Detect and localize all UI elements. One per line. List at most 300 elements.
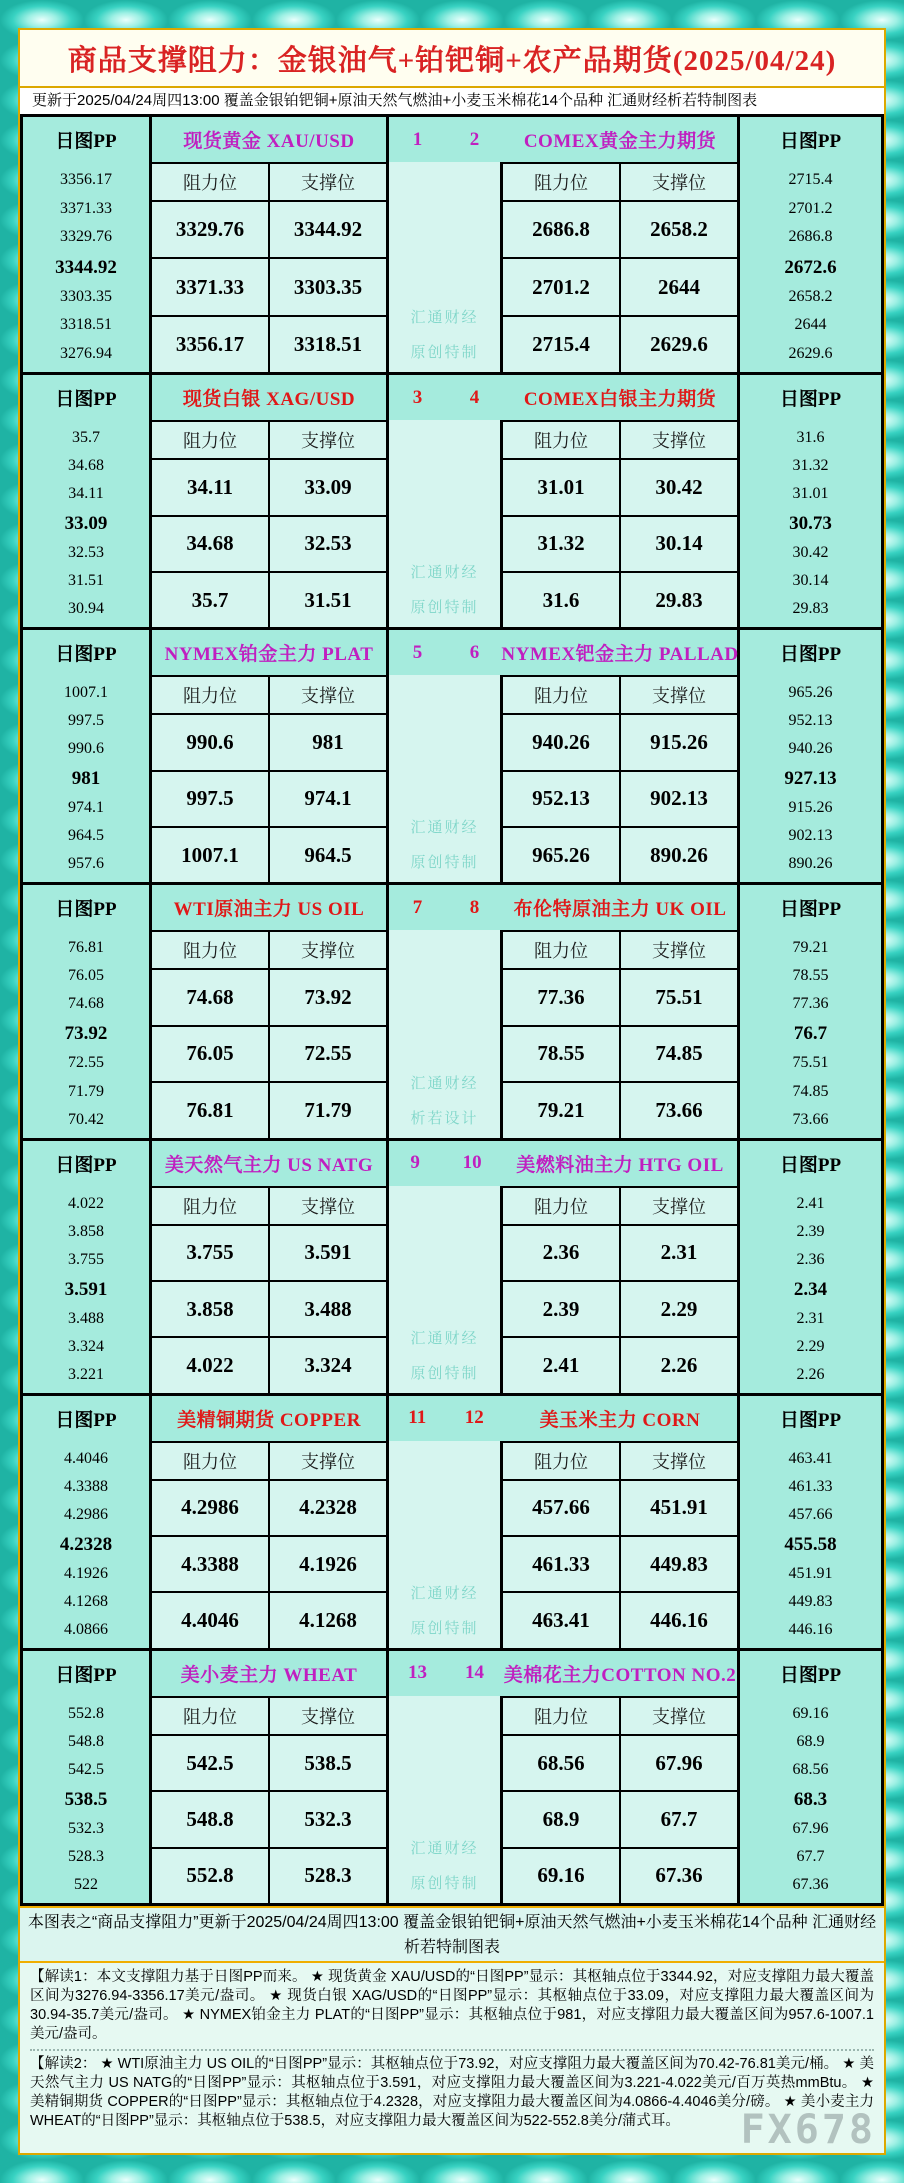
support-value-right: 915.26 — [621, 713, 740, 769]
site-watermark-line: 原创特制 — [410, 599, 479, 617]
pp-header-right: 日图PP — [740, 630, 881, 675]
pp-value-left: 522 — [74, 1875, 98, 1893]
resistance-value-right: 79.21 — [503, 1081, 621, 1137]
pp-values-right — [740, 930, 881, 1137]
instrument-title-left: WTI原油主力 US OIL — [152, 885, 389, 930]
chart-content — [18, 28, 886, 2155]
support-value-right: 30.42 — [621, 458, 740, 514]
middle-column — [389, 1696, 503, 1903]
middle-column — [389, 675, 503, 882]
interpretation-2: 【解读2： ★ WTI原油主力 US OIL的“日图PP”显示：其枢轴点位于73.92，对应支撑阻力最大覆盖区间为70.42-76.81美元/桶。 ★ 美天然气主力 US NATG的“日图PP”显示：其枢轴点位于3.591，对应支撑阻力最大覆盖区间为3.221-4.022美元/百万英热mmBtu。 ★ 美精铜期货 COPPER的“日图PP”显示：其枢轴点位于4.2328，对应支撑阻力最大覆盖区间为4.0866-4.4046美分/磅。 ★ 美小麦主力 WHEAT的“日图PP”显示：其枢轴点位于538.5，对应支撑阻力最大覆盖区间为522-552.8美分/蒲式耳。 — [30, 2056, 874, 2129]
pp-value-right: 68.9 — [796, 1732, 825, 1750]
pp-header-right: 日图PP — [740, 885, 881, 930]
pp-value-right: 2644 — [794, 316, 827, 334]
pp-value-right: 67.96 — [792, 1819, 829, 1837]
resistance-value-right: 463.41 — [503, 1591, 621, 1647]
pp-value-left: 3318.51 — [60, 316, 112, 334]
pp-value-left: 974.1 — [68, 799, 104, 817]
support-header-left: 支撑位 — [270, 420, 389, 458]
pp-values-right — [740, 1696, 881, 1903]
support-value-left: 538.5 — [270, 1734, 389, 1790]
middle-column — [389, 930, 503, 1137]
instrument-title-left: 现货黄金 XAU/USD — [152, 117, 389, 162]
pp-header-right: 日图PP — [740, 1396, 881, 1441]
pp-header-left: 日图PP — [23, 630, 152, 675]
pp-value-right: 890.26 — [788, 855, 833, 873]
site-watermark — [389, 547, 500, 617]
support-header-left: 支撑位 — [270, 675, 389, 713]
support-header-right: 支撑位 — [621, 420, 740, 458]
pp-header-left: 日图PP — [23, 885, 152, 930]
support-value-right: 2629.6 — [621, 315, 740, 372]
middle-column — [389, 420, 503, 627]
pp-value-right: 2.36 — [796, 1250, 825, 1268]
resistance-value-right: 461.33 — [503, 1535, 621, 1591]
site-watermark-line: 原创特制 — [410, 1874, 479, 1892]
support-value-left: 964.5 — [270, 826, 389, 882]
support-value-right: 75.51 — [621, 968, 740, 1024]
pp-value-left: 4.022 — [68, 1194, 104, 1212]
resistance-value-right: 78.55 — [503, 1025, 621, 1081]
site-watermark-line: 原创特制 — [410, 344, 479, 362]
pp-value-left: 34.68 — [68, 457, 104, 475]
support-value-right: 449.83 — [621, 1535, 740, 1591]
resistance-value-right: 68.9 — [503, 1790, 621, 1846]
pp-value-left: 3.221 — [68, 1365, 104, 1383]
pp-value-right: 68.56 — [792, 1760, 829, 1778]
support-value-right: 67.96 — [621, 1734, 740, 1790]
pivot-value-right: 455.58 — [784, 1533, 837, 1555]
footer-note-box — [20, 1906, 884, 1963]
pp-values-left — [23, 1696, 152, 1903]
interpretation-1: 【解读1：本文支撑阻力基于日图PP而来。 ★ 现货黄金 XAU/USD的“日图PP”显示：其枢轴点位于3344.92，对应支撑阻力最大覆盖区间为3276.94-3356.17美元/盎司。 ★ 现货白银 XAG/USD的“日图PP”显示：其枢轴点位于33.09，对应支撑阻力最大覆盖区间为30.94-35.7美元/盎司。 ★ NYMEX铂金主力 PLAT的“日图PP”显示：其枢轴点位于981，对应支撑阻力最大覆盖区间为957.6-1007.1美元/盎司。 — [30, 1969, 874, 2042]
dotted-separator — [30, 2049, 874, 2051]
site-watermark — [389, 1823, 500, 1893]
pp-value-left: 31.51 — [68, 572, 104, 590]
instrument-title-left: 美精铜期货 COPPER — [152, 1396, 389, 1441]
commodity-block-7 — [23, 1648, 881, 1903]
pp-value-left: 3329.76 — [60, 228, 112, 246]
instrument-title-left: 现货白银 XAG/USD — [152, 375, 389, 420]
resistance-header-left: 阻力位 — [152, 420, 270, 458]
support-header-right: 支撑位 — [621, 1696, 740, 1734]
resistance-value-right: 2.41 — [503, 1336, 621, 1392]
resistance-header-right: 阻力位 — [503, 675, 621, 713]
pp-value-left: 548.8 — [68, 1732, 104, 1750]
pp-value-left: 552.8 — [68, 1704, 104, 1722]
resistance-value-left: 990.6 — [152, 713, 270, 769]
pp-value-left: 4.0866 — [64, 1620, 108, 1638]
pp-value-left: 70.42 — [68, 1110, 104, 1128]
pp-value-right: 31.32 — [792, 457, 829, 475]
commodity-block-5 — [23, 1138, 881, 1393]
pp-values-left — [23, 1441, 152, 1648]
pp-value-right: 31.01 — [792, 485, 829, 503]
support-value-left: 71.79 — [270, 1081, 389, 1137]
site-watermark-line: 汇通财经 — [410, 564, 479, 582]
pp-value-left: 957.6 — [68, 855, 104, 873]
pp-value-left: 542.5 — [68, 1760, 104, 1778]
resistance-header-left: 阻力位 — [152, 1186, 270, 1224]
pp-value-left: 990.6 — [68, 740, 104, 758]
pp-header-right: 日图PP — [740, 117, 881, 162]
resistance-value-left: 76.81 — [152, 1081, 270, 1137]
support-value-right: 446.16 — [621, 1591, 740, 1647]
support-value-right: 74.85 — [621, 1025, 740, 1081]
pp-values-left — [23, 930, 152, 1137]
site-watermark-line: 析若设计 — [410, 1109, 479, 1127]
middle-column — [389, 1441, 503, 1648]
pp-value-left: 1007.1 — [64, 684, 108, 702]
resistance-value-left: 548.8 — [152, 1790, 270, 1846]
support-value-right: 67.7 — [621, 1790, 740, 1846]
middle-column — [389, 162, 503, 372]
pp-values-right — [740, 162, 881, 372]
pp-values-right — [740, 1441, 881, 1648]
support-header-right: 支撑位 — [621, 1441, 740, 1479]
support-header-left: 支撑位 — [270, 1441, 389, 1479]
pivot-value-left: 981 — [71, 768, 101, 790]
block-index-numbers — [389, 630, 506, 675]
pp-value-right: 69.16 — [792, 1704, 829, 1722]
instrument-title-left: NYMEX铂金主力 PLAT — [152, 630, 389, 675]
site-watermark-line: 汇通财经 — [410, 1329, 479, 1347]
pivot-value-left: 3.591 — [64, 1278, 108, 1300]
resistance-value-left: 542.5 — [152, 1734, 270, 1790]
instrument-title-left: 美小麦主力 WHEAT — [152, 1651, 389, 1696]
resistance-value-left: 3356.17 — [152, 315, 270, 372]
index-number: 3 — [412, 386, 423, 408]
support-value-right: 890.26 — [621, 826, 740, 882]
resistance-value-right: 2715.4 — [503, 315, 621, 372]
pp-value-left: 3356.17 — [60, 171, 112, 189]
support-value-left: 3344.92 — [270, 200, 389, 257]
pp-value-left: 72.55 — [68, 1054, 104, 1072]
pp-value-right: 461.33 — [788, 1477, 833, 1495]
pp-header-left: 日图PP — [23, 1651, 152, 1696]
support-value-right: 29.83 — [621, 571, 740, 627]
resistance-header-right: 阻力位 — [503, 930, 621, 968]
pp-value-right: 78.55 — [792, 967, 829, 985]
resistance-value-left: 34.68 — [152, 515, 270, 571]
index-number: 12 — [464, 1407, 484, 1429]
support-header-left: 支撑位 — [270, 930, 389, 968]
pp-value-right: 965.26 — [788, 684, 833, 702]
support-value-right: 30.14 — [621, 515, 740, 571]
pp-value-left: 3.488 — [68, 1309, 104, 1327]
pp-values-right — [740, 675, 881, 882]
pp-value-left: 74.68 — [68, 995, 104, 1013]
pp-values-left — [23, 1186, 152, 1393]
support-value-right: 67.36 — [621, 1847, 740, 1903]
pivot-value-right: 927.13 — [784, 768, 837, 790]
support-value-left: 32.53 — [270, 515, 389, 571]
support-value-right: 902.13 — [621, 770, 740, 826]
pp-value-left: 71.79 — [68, 1082, 104, 1100]
pp-value-right: 2.41 — [796, 1194, 825, 1212]
pp-value-right: 2.26 — [796, 1365, 825, 1383]
pp-header-left: 日图PP — [23, 1141, 152, 1186]
resistance-value-left: 1007.1 — [152, 826, 270, 882]
page-title: 商品支撑阻力：金银油气+铂钯铜+农产品期货(2025/04/24) — [67, 44, 837, 77]
index-number: 14 — [465, 1662, 484, 1684]
resistance-value-left: 997.5 — [152, 770, 270, 826]
site-watermark-line: 原创特制 — [410, 854, 479, 872]
resistance-value-left: 35.7 — [152, 571, 270, 627]
resistance-header-left: 阻力位 — [152, 1696, 270, 1734]
pp-value-left: 528.3 — [68, 1847, 104, 1865]
support-header-left: 支撑位 — [270, 162, 389, 200]
resistance-value-right: 31.32 — [503, 515, 621, 571]
block-index-numbers — [389, 1651, 506, 1696]
pp-value-right: 2629.6 — [788, 344, 833, 362]
pp-value-right: 2701.2 — [788, 199, 833, 217]
index-number: 9 — [410, 1152, 420, 1174]
resistance-value-right: 965.26 — [503, 826, 621, 882]
resistance-header-left: 阻力位 — [152, 930, 270, 968]
resistance-value-left: 3329.76 — [152, 200, 270, 257]
pp-values-left — [23, 162, 152, 372]
pp-value-right: 451.91 — [788, 1564, 833, 1582]
site-watermark-line: 汇通财经 — [410, 1839, 479, 1857]
support-value-left: 3.324 — [270, 1336, 389, 1392]
pp-value-right: 902.13 — [788, 827, 833, 845]
pp-value-right: 940.26 — [788, 740, 833, 758]
pp-value-right: 74.85 — [792, 1082, 829, 1100]
pp-value-left: 4.1926 — [64, 1564, 108, 1582]
commodity-block-4 — [23, 882, 881, 1137]
pivot-value-right: 68.3 — [793, 1788, 828, 1810]
pp-value-right: 2.31 — [796, 1309, 825, 1327]
support-header-right: 支撑位 — [621, 675, 740, 713]
block-index-numbers — [389, 885, 506, 930]
support-value-left: 72.55 — [270, 1025, 389, 1081]
pp-header-left: 日图PP — [23, 1396, 152, 1441]
support-header-right: 支撑位 — [621, 1186, 740, 1224]
pp-value-left: 3.755 — [68, 1250, 104, 1268]
index-number: 1 — [412, 128, 423, 150]
index-number: 11 — [408, 1407, 427, 1429]
title-box — [20, 30, 884, 88]
support-value-left: 532.3 — [270, 1790, 389, 1846]
resistance-header-right: 阻力位 — [503, 1186, 621, 1224]
pivot-value-right: 2672.6 — [784, 256, 837, 278]
pp-value-right: 29.83 — [792, 600, 829, 618]
update-line: 更新于2025/04/24周四13:00 覆盖金银铂钯铜+原油天然气燃油+小麦玉米棉花14个品种 汇通财经析若特制图表 — [20, 88, 884, 114]
site-watermark — [389, 1313, 500, 1383]
pp-value-right: 952.13 — [788, 712, 833, 730]
pp-value-right: 79.21 — [792, 939, 829, 957]
pp-value-right: 2.29 — [796, 1337, 825, 1355]
instrument-title-right: 布伦特原油主力 UK OIL — [503, 885, 740, 930]
resistance-value-right: 952.13 — [503, 770, 621, 826]
site-watermark — [389, 1058, 500, 1128]
block-index-numbers — [389, 117, 506, 162]
site-watermark-line: 汇通财经 — [410, 819, 479, 837]
pivot-value-right: 30.73 — [789, 513, 832, 535]
pp-header-left: 日图PP — [23, 375, 152, 420]
support-value-left: 981 — [270, 713, 389, 769]
resistance-value-left: 3371.33 — [152, 257, 270, 314]
support-value-left: 31.51 — [270, 571, 389, 627]
site-watermark-line: 原创特制 — [410, 1364, 479, 1382]
resistance-header-left: 阻力位 — [152, 675, 270, 713]
resistance-value-right: 2701.2 — [503, 257, 621, 314]
pp-value-right: 67.7 — [796, 1847, 825, 1865]
support-value-right: 2644 — [621, 257, 740, 314]
middle-column — [389, 1186, 503, 1393]
site-watermark — [389, 292, 500, 362]
site-watermark-line: 汇通财经 — [410, 309, 479, 327]
instrument-title-right: COMEX黄金主力期货 — [503, 117, 740, 162]
pp-value-right: 915.26 — [788, 799, 833, 817]
pp-value-left: 76.05 — [68, 967, 104, 985]
support-value-right: 2658.2 — [621, 200, 740, 257]
pp-value-right: 31.6 — [796, 429, 825, 447]
pp-value-right: 449.83 — [788, 1592, 833, 1610]
pp-value-left: 4.2986 — [64, 1505, 108, 1523]
support-value-right: 2.29 — [621, 1280, 740, 1336]
pivot-value-left: 538.5 — [64, 1788, 108, 1810]
pp-value-right: 77.36 — [792, 995, 829, 1013]
resistance-value-left: 552.8 — [152, 1847, 270, 1903]
pp-header-right: 日图PP — [740, 1141, 881, 1186]
index-number: 5 — [412, 641, 423, 663]
pp-value-left: 30.94 — [68, 600, 104, 618]
pp-value-right: 73.66 — [792, 1110, 829, 1128]
support-value-right: 2.31 — [621, 1224, 740, 1280]
support-value-left: 33.09 — [270, 458, 389, 514]
block-index-numbers — [389, 375, 506, 420]
pp-header-right: 日图PP — [740, 375, 881, 420]
pivot-value-left: 3344.92 — [55, 256, 117, 278]
commodity-blocks — [20, 114, 884, 1906]
footer-note-line1: 本图表之“商品支撑阻力”更新于2025/04/24周四13:00 覆盖金银铂钯铜+原油天然气燃油+小麦玉米棉花14个品种 汇通财经 — [27, 1913, 877, 1931]
support-header-left: 支撑位 — [270, 1186, 389, 1224]
resistance-value-left: 76.05 — [152, 1025, 270, 1081]
pp-value-left: 4.4046 — [64, 1449, 108, 1467]
index-number: 13 — [408, 1662, 427, 1684]
site-watermark — [389, 802, 500, 872]
pp-value-right: 2715.4 — [788, 171, 833, 189]
resistance-header-left: 阻力位 — [152, 1441, 270, 1479]
pp-value-left: 4.1268 — [64, 1592, 108, 1610]
pp-value-right: 457.66 — [788, 1505, 833, 1523]
resistance-value-right: 31.01 — [503, 458, 621, 514]
resistance-value-right: 77.36 — [503, 968, 621, 1024]
index-number: 6 — [469, 641, 480, 663]
pp-value-right: 30.14 — [792, 572, 829, 590]
support-value-left: 3.591 — [270, 1224, 389, 1280]
pp-value-left: 76.81 — [68, 939, 104, 957]
resistance-value-left: 74.68 — [152, 968, 270, 1024]
pp-value-right: 75.51 — [792, 1054, 829, 1072]
pp-header-left: 日图PP — [23, 117, 152, 162]
support-header-left: 支撑位 — [270, 1696, 389, 1734]
pp-value-left: 3.858 — [68, 1222, 104, 1240]
resistance-value-right: 2.39 — [503, 1280, 621, 1336]
pp-value-right: 446.16 — [788, 1620, 833, 1638]
interpretation-box — [20, 1963, 884, 2153]
index-number: 10 — [462, 1152, 482, 1174]
support-value-right: 73.66 — [621, 1081, 740, 1137]
pivot-value-right: 2.34 — [793, 1278, 828, 1300]
instrument-title-left: 美天然气主力 US NATG — [152, 1141, 389, 1186]
commodity-block-3 — [23, 627, 881, 882]
support-value-left: 3318.51 — [270, 315, 389, 372]
instrument-title-right: 美燃料油主力 HTG OIL — [503, 1141, 740, 1186]
index-number: 4 — [469, 386, 480, 408]
pp-value-left: 3.324 — [68, 1337, 104, 1355]
pp-value-right: 67.36 — [792, 1875, 829, 1893]
support-value-left: 3.488 — [270, 1280, 389, 1336]
pp-value-left: 997.5 — [68, 712, 104, 730]
pp-value-left: 35.7 — [72, 429, 100, 447]
pp-value-right: 463.41 — [788, 1449, 833, 1467]
resistance-value-right: 69.16 — [503, 1847, 621, 1903]
resistance-value-left: 34.11 — [152, 458, 270, 514]
support-value-right: 2.26 — [621, 1336, 740, 1392]
support-header-right: 支撑位 — [621, 162, 740, 200]
resistance-value-right: 2.36 — [503, 1224, 621, 1280]
instrument-title-right: 美玉米主力 CORN — [503, 1396, 740, 1441]
resistance-value-right: 2686.8 — [503, 200, 621, 257]
fx678-watermark: FX678 — [740, 2107, 876, 2153]
site-watermark-line: 汇通财经 — [410, 1074, 479, 1092]
commodity-block-6 — [23, 1393, 881, 1648]
index-number: 8 — [469, 896, 480, 918]
pp-value-left: 3276.94 — [60, 344, 112, 362]
pp-values-right — [740, 420, 881, 627]
support-value-left: 4.2328 — [270, 1479, 389, 1535]
pp-value-left: 3371.33 — [60, 199, 112, 217]
pp-value-left: 3303.35 — [60, 287, 112, 305]
resistance-value-left: 3.755 — [152, 1224, 270, 1280]
pp-value-right: 2658.2 — [788, 287, 833, 305]
pp-header-right: 日图PP — [740, 1651, 881, 1696]
resistance-header-right: 阻力位 — [503, 1696, 621, 1734]
instrument-title-right: NYMEX钯金主力 PALLAD — [503, 630, 740, 675]
support-value-left: 3303.35 — [270, 257, 389, 314]
pp-value-left: 4.3388 — [64, 1477, 108, 1495]
resistance-value-right: 457.66 — [503, 1479, 621, 1535]
index-number: 2 — [469, 128, 480, 150]
pp-values-left — [23, 675, 152, 882]
site-watermark-line: 原创特制 — [410, 1619, 479, 1637]
resistance-value-left: 4.3388 — [152, 1535, 270, 1591]
support-value-right: 451.91 — [621, 1479, 740, 1535]
pp-value-right: 2686.8 — [788, 228, 833, 246]
resistance-header-left: 阻力位 — [152, 162, 270, 200]
support-value-left: 4.1926 — [270, 1535, 389, 1591]
resistance-header-right: 阻力位 — [503, 162, 621, 200]
resistance-value-left: 3.858 — [152, 1280, 270, 1336]
pp-value-left: 32.53 — [68, 544, 104, 562]
pp-value-right: 2.39 — [796, 1222, 825, 1240]
index-number: 7 — [412, 896, 423, 918]
support-value-left: 4.1268 — [270, 1591, 389, 1647]
pp-value-left: 964.5 — [68, 827, 104, 845]
support-header-right: 支撑位 — [621, 930, 740, 968]
pp-values-right — [740, 1186, 881, 1393]
pp-value-left: 34.11 — [68, 485, 104, 503]
instrument-title-right: 美棉花主力COTTON NO.2 — [503, 1651, 740, 1696]
pp-value-right: 30.42 — [792, 544, 829, 562]
site-watermark — [389, 1568, 500, 1638]
block-index-numbers — [389, 1141, 506, 1186]
resistance-value-left: 4.022 — [152, 1336, 270, 1392]
resistance-value-right: 940.26 — [503, 713, 621, 769]
